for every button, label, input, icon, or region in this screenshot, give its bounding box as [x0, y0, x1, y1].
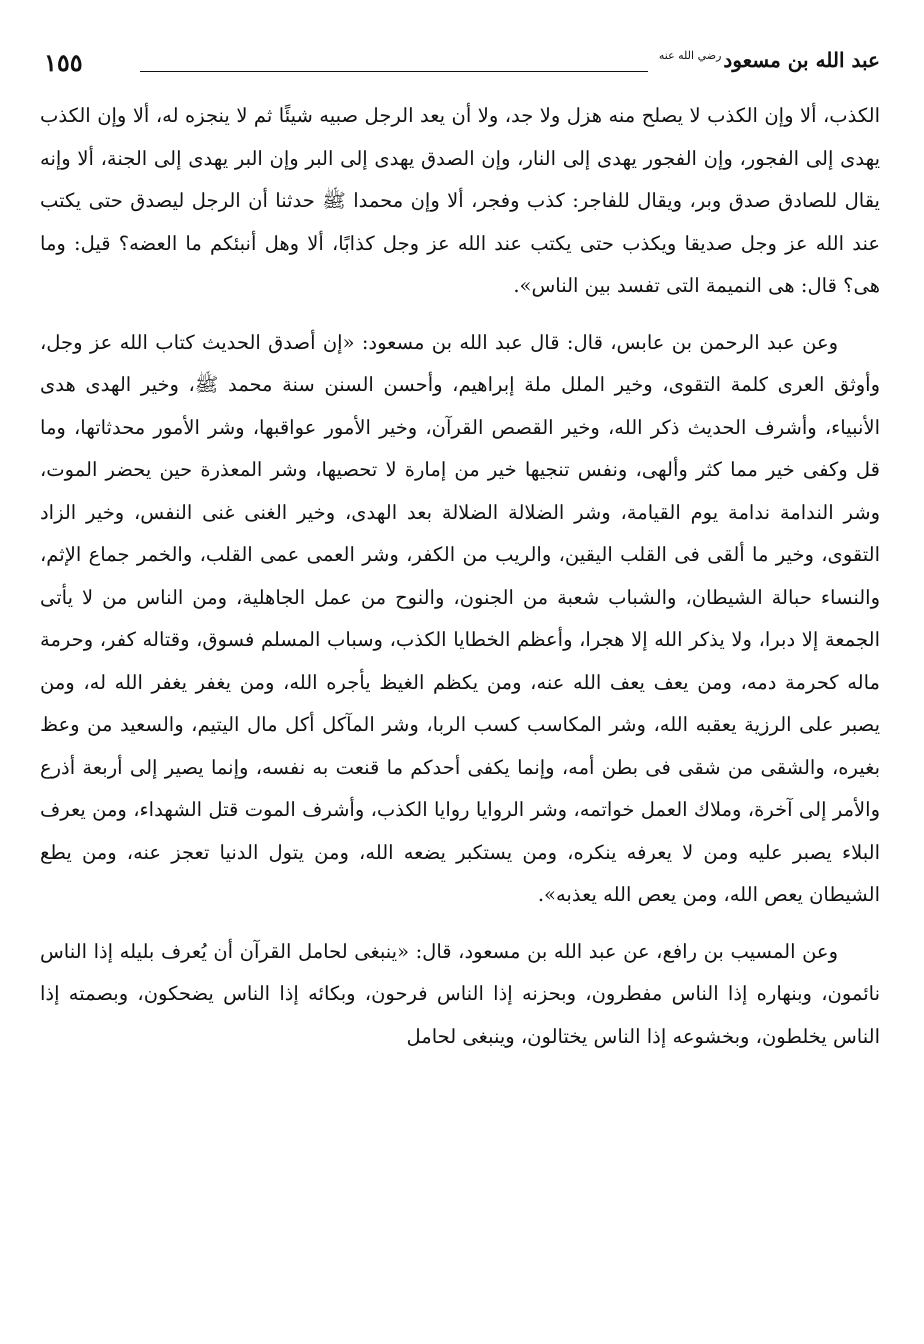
header-rule: [140, 71, 648, 72]
body-text: [40, 95, 880, 1058]
running-header: [40, 40, 880, 90]
paragraph-3: وعن المسيب بن رافع، عن عبد الله بن مسعود، قال: «ينبغى لحامل القرآن أن يُعرف بليله إذا الناس نائمون، وبنهاره إذا الناس مفطرون، وبحزنه إذا الناس فرحون، وبكائه إذا الناس يضحكون، وبصمته إذا الناس يخلطون، وبخشوعه إذا الناس يختالون، وينبغى لحامل: [40, 939, 880, 1048]
page-number: ١٥٥: [44, 48, 83, 77]
paragraph-2: وعن عبد الرحمن بن عابس، قال: قال عبد الله بن مسعود: «إن أصدق الحديث كتاب الله عز وجل، وأوثق العرى كلمة التقوى، وخير الملل ملة إبراهيم، وأحسن السنن سنة محمد ﷺ، وخير الهدى هدى الأنبياء، وأشرف الحديث ذكر الله، وخير القصص القرآن، وخير الأمور عواقبها، وشر الأمور محدثاتها، وما قل وكفى خير مما كثر وألهى، ونفس تنجيها خير من إمارة لا تحصيها، وشر المعذرة حين يحضر الموت، وشر الندامة ندامة يوم القيامة، وشر الضلالة الضلالة بعد الهدى، وخير الغنى غنى النفس، وخير الزاد التقوى، وخير ما ألقى فى القلب اليقين، والريب من الكفر، وشر العمى عمى القلب، والخمر جماع الإثم، والنساء حبالة الشيطان، والشباب شعبة من الجنون، والنوح من عمل الجاهلية، ومن الناس من لا يأتى الجمعة إلا دبرا، ولا يذكر الله إلا هجرا، وأعظم الخطايا الكذب، وسباب المسلم فسوق، وقتاله كفر، وحرمة ماله كحرمة دمه، ومن يعف يعف الله عنه، ومن يكظم الغيظ يأجره الله، ومن يغفر يغفر الله له، ومن يصبر على الرزية يعقبه الله، وشر المكاسب كسب الربا، وشر المآكل أكل مال اليتيم، والسعيد من وعظ بغيره، والشقى من شقى فى بطن أمه، وإنما يكفى أحدكم ما قنعت به نفسه، وإنما يصير إلى أربعة أذرع والأمر إلى آخرة، وملاك العمل خواتمه، وشر الروايا روايا الكذب، وأشرف الموت قتل الشهداء، ومن يعرف البلاء يصبر عليه ومن لا يعرفه ينكره، ومن يستكبر يضعه الله، ومن يتول الدنيا تعجز عنه، ومن يطع الشيطان يعص الله، ومن يعص الله يعذبه».: [40, 330, 880, 906]
paragraph-1: الكذب، ألا وإن الكذب لا يصلح منه هزل ولا جد، ولا أن يعد الرجل صبيه شيئًا ثم لا ينجزه له، ألا وإن الكذب يهدى إلى الفجور، وإن الفجور يهدى إلى النار، وإن الصدق يهدى إلى البر وإن البر يهدى إلى الجنة، ألا وإنه يقال للصادق صدق وبر، ويقال للفاجر: كذب وفجر، ألا وإن محمدا ﷺ حدثنا أن الرجل ليصدق حتى يكتب عند الله عز وجل صديقا ويكذب حتى يكتب عند الله عز وجل كذابًا، ألا وهل أنبئكم ما العضه؟ قيل: وما هى؟ قال: هى النميمة التى تفسد بين الناس».: [40, 104, 880, 297]
honorific-mark: رضي الله عنه: [658, 49, 722, 63]
header-title-text: عبد الله بن مسعود: [723, 48, 880, 72]
header-title: [659, 48, 880, 72]
book-page: [40, 40, 880, 1300]
